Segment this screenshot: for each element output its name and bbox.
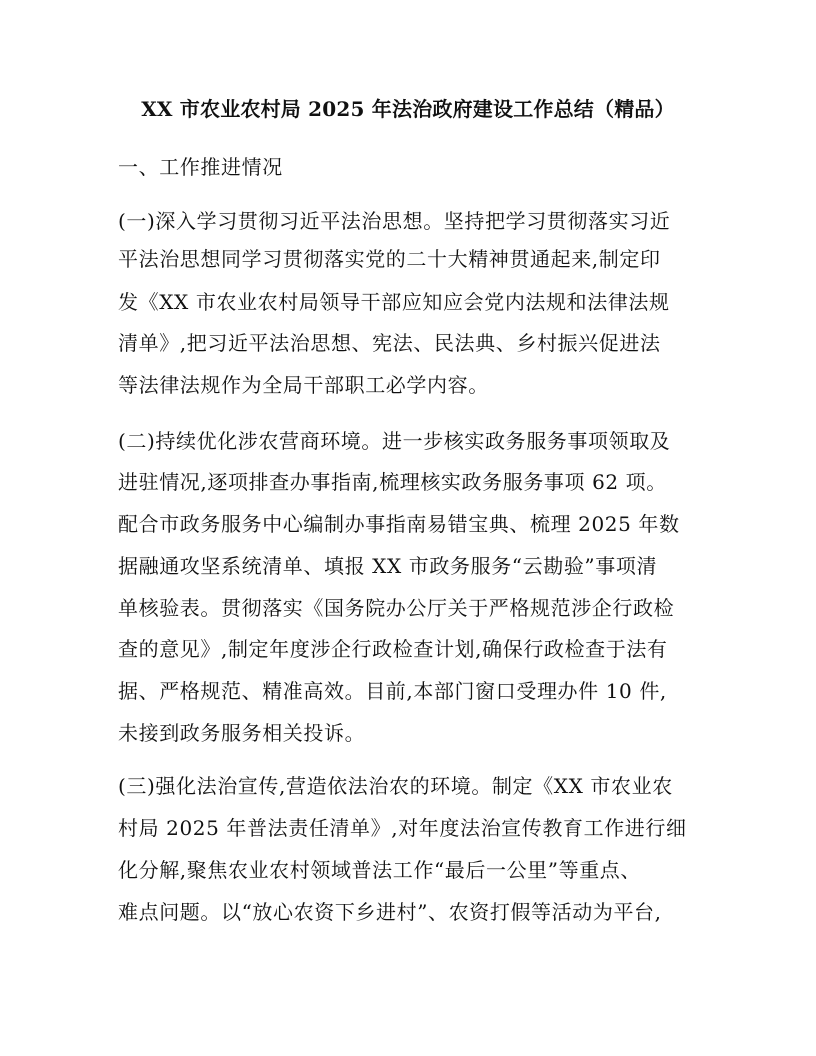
paragraph-3-line-3: 化分解,聚焦农业农村领域普法工作“最后一公里”等重点、 [118, 858, 642, 882]
paragraph-1-line-4: 清单》,把习近平法治思想、宪法、民法典、乡村振兴促进法 [118, 331, 661, 355]
paragraph-2-line-5: 单核验表。贯彻落实《国务院办公厅关于严格规范涉企行政检 [118, 596, 675, 620]
document-title: XX 市农业农村局 2025 年法治政府建设工作总结（精品） [141, 97, 675, 121]
paragraph-2-line-2: 进驻情况,逐项排查办事指南,梳理核实政务服务事项 62 项。 [118, 470, 667, 494]
paragraph-1-line-5: 等法律法规作为全局干部职工必学内容。 [118, 373, 489, 397]
paragraph-3-line-2: 村局 2025 年普法责任清单》,对年度法治宣传教育工作进行细 [118, 816, 687, 840]
paragraph-2-line-8: 未接到政务服务相关投诉。 [118, 721, 366, 745]
paragraph-3-line-1: (三)强化法治宣传,营造依法治农的环境。制定《XX 市农业农 [118, 774, 673, 798]
section-heading: 一、工作推进情况 [118, 155, 283, 179]
paragraph-1-line-1: (一)深入学习贯彻习近平法治思想。坚持把学习贯彻落实习近 [118, 209, 671, 233]
paragraph-3-line-4: 难点问题。以“放心农资下乡进村”、农资打假等活动为平台, [118, 900, 662, 924]
paragraph-2-line-3: 配合市政务服务中心编制办事指南易错宝典、梳理 2025 年数 [118, 512, 680, 536]
paragraph-1-line-3: 发《XX 市农业农村局领导干部应知应会党内法规和法律法规 [118, 290, 670, 314]
paragraph-2-line-7: 据、严格规范、精准高效。目前,本部门窗口受理办件 10 件, [118, 679, 667, 703]
paragraph-1-line-2: 平法治思想同学习贯彻落实党的二十大精神贯通起来,制定印 [118, 247, 661, 271]
paragraph-2-line-1: (二)持续优化涉农营商环境。进一步核实政务服务事项领取及 [118, 429, 671, 453]
paragraph-2-line-6: 查的意见》,制定年度涉企行政检查计划,确保行政检查于法有 [118, 637, 668, 661]
paragraph-2-line-4: 据融通攻坚系统清单、填报 XX 市政务服务“云勘验”事项清 [118, 554, 658, 578]
